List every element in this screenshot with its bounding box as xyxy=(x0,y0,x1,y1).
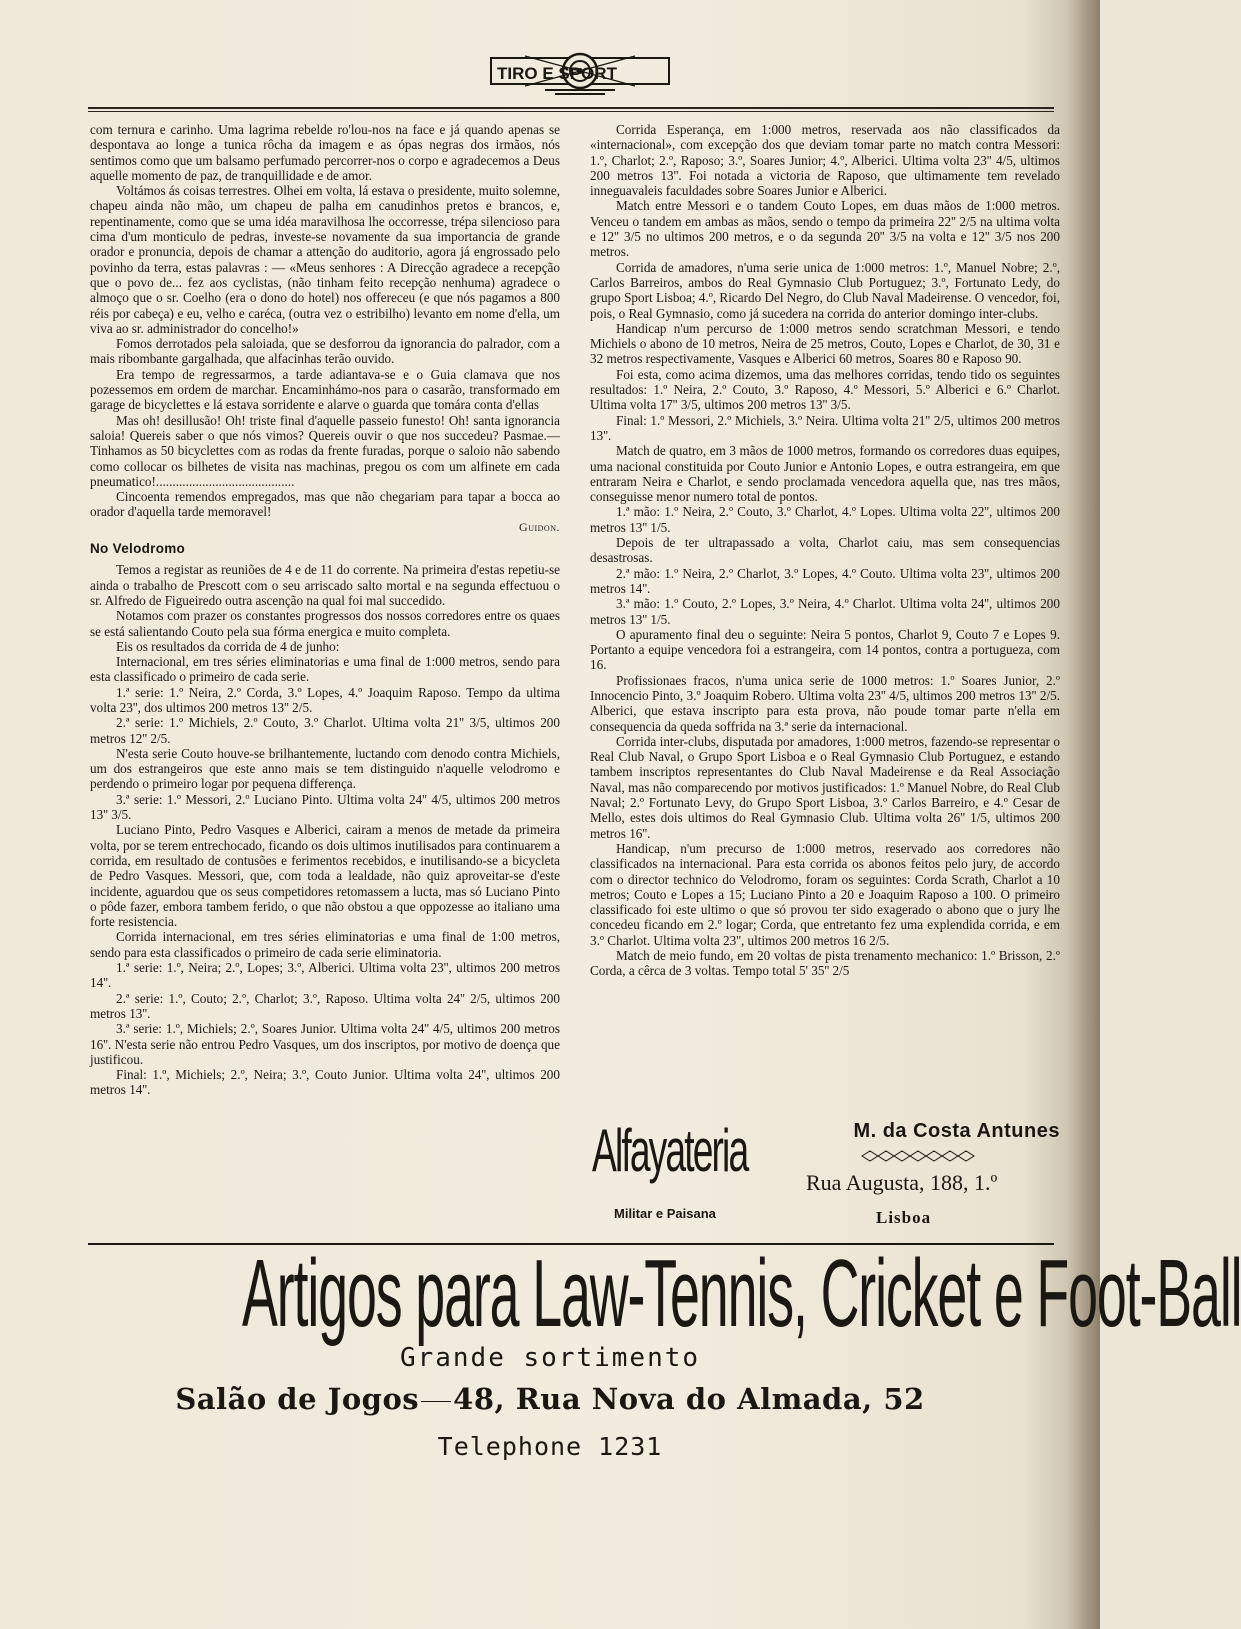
left-paragraph: Fomos derrotados pela saloiada, que se desforrou da ignorancia do palrador, com a mais ribombante gargalhada, que alfacinhas terão ouvido. xyxy=(90,336,560,367)
velodromo-paragraph: N'esta serie Couto houve-se brilhantemente, luctando com denodo contra Michiels, um dos estrangeiros que este anno mais se tem distinguido n'aquelle velodromo e perdendo o primeiro logar por pequena differença. xyxy=(90,745,560,792)
velodromo-paragraph: Luciano Pinto, Pedro Vasques e Alberici, cairam a menos de metade da primeira volta, por se terem entrechocado, ficando os dois ultimos inutilisados para continuarem a corrida, em resultado de contusões e ferimentos recebidos, e inutilisando-se a bicycleta de Pedro Vasques. Messori, que, com toda a lealdade, não quiz aproveitar-se d'este incidente, aguardou que os seus competidores retomassem a lucta, mas só Luciano Pinto o pôde fazer, embora tambem ferido, o que não obstou a que oppozesse ao italiano uma forte resistencia. xyxy=(90,822,560,930)
left-paragraph: Voltámos ás coisas terrestres. Olhei em volta, lá estava o presidente, muito solemne, chapeu ainda não mão, um chapeu de palha em canudinhos pretos e brancos, e, repentinamente, como que se uma idéa maravilhosa lhe occorresse, trépa silencioso para cima d'um monticulo de pedras, investe-se novamente da sua importancia de grande orador e pronuncia, depois de chamar a attenção do auditorio, agora já engrossado pelo povinho da terra, estas palavras : — «Meus senhores : A Direcção agradece a recepção que o povo de... fez aos cyclistas, (não tinham feito recepção nenhuma) agradece o almoço que o sr. Coelho (era o dono do hotel) nos offereceu (e que nós pagamos a 800 réis por cabeça) e eu, velho e caréca, (outra vez o estribilho) levanto em nome d'ella, um viva ao sr. administrador do concelho!» xyxy=(90,183,560,336)
left-paragraph: Era tempo de regressarmos, a tarde adiantava-se e o Guia clamava que nos pozessemos em ordem de marchar. Encaminhámo-nos para o casarão, transformado em garage de bicyclettes e lá estava sorridente e alarve o guarda que tomára conta d'ellas xyxy=(90,366,560,413)
sports-ad-place: Salão de Jogos xyxy=(175,1382,420,1416)
velodromo-paragraph: Notamos com prazer os constantes progressos dos nossos corredores entre os quaes se está salientando Couto pela sua fórma energica e muito completa. xyxy=(90,608,560,639)
velodromo-paragraph: 3.ª serie: 1.º Messori, 2.º Luciano Pinto. Ultima volta 24'' 4/5, ultimos 200 metros 13'' 3/5. xyxy=(90,791,560,823)
masthead-logo xyxy=(485,48,675,98)
left-column xyxy=(90,122,560,1098)
velodromo-paragraph: 1.ª serie: 1.º Neira, 2.º Corda, 3.º Lopes, 4.º Joaquim Raposo. Tempo da ultima volta 23'', dos ultimos 200 metros 13'' 2/5. xyxy=(90,684,560,715)
velodromo-paragraph: 3.ª serie: 1.º, Michiels; 2.º, Soares Junior. Ultima volta 24'' 4/5, ultimos 200 metros 16''. N'esta serie não entrou Pedro Vasques, um dos inscriptos, por motivo de doença que justificou. xyxy=(90,1021,560,1067)
right-paragraph: Corrida inter-clubs, disputada por amadores, 1:000 metros, fazendo-se representar o Real Club Naval, o Grupo Sport Lisboa e o Real Gymnasio Club Portuguez, e estando tambem inscriptos representantes do Club Naval Madeirense e da Real Associação Naval, mas não comparecendo por motivos justificados: 1.º Manuel Nobre, do Real Club Naval; 2.º Fortunato Levy, do Grupo Sport Lisboa, 3.º Carlos Barreiro, e 4.º Cesar de Mello, estes dois ultimos do Real Gymnasio Club. Ultima volta 26'' 1/5, ultimos 200 metros 16''. xyxy=(590,733,1060,841)
right-paragraph: 2.ª mão: 1.º Neira, 2.º Charlot, 3.º Lopes, 4.º Couto. Ultima volta 23'', ultimos 200 metros 14''. xyxy=(590,565,1060,596)
sports-ad-dash xyxy=(421,1401,451,1402)
right-paragraph: Match entre Messori e o tandem Couto Lopes, em duas mãos de 1:000 metros. Venceu o tandem em ambas as mãos, sendo o tempo da primeira 22'' 2/5 na ultima volta e 12'' 3/5 no ultimos 200 metros, e o da segunda 20'' 3/5 na volta e 12'' 3/5 nos 200 metros. xyxy=(590,198,1060,260)
masthead-emblem xyxy=(485,48,675,98)
left-paragraph: Mas oh! desillusão! Oh! triste final d'aquelle passeio funesto! Oh! santa ignorancia saloia! Quereis saber o que nós vimos? Quereis ouvir o que nos succedeu? Pasmae.—Tinhamos as 50 bicyclettes com as rodas da frente furadas, porque o saloio não sabendo como collocar os bilhetes de visita nas machinas, pregou os com um alfinete em cada pneumatico!.......................................... xyxy=(90,412,560,489)
velodromo-paragraph: Eis os resultados da corrida de 4 de junho: xyxy=(116,638,340,654)
tailor-advertisement xyxy=(588,1110,1064,1238)
right-column xyxy=(590,122,1060,979)
ad-ornament xyxy=(860,1150,980,1162)
velodromo-paragraph: 2.ª serie: 1.º Michiels, 2.º Couto, 3.º Charlot. Ultima volta 21'' 3/5, ultimos 200 metros 12'' 2/5. xyxy=(90,715,560,746)
sports-ad-telephone: Telephone 1231 xyxy=(437,1432,663,1461)
left-paragraph: com ternura e carinho. Uma lagrima rebelde ro'lou-nos na face e já quando apenas se despontava ao longe a tunica rôcha da imagem e as ópas negras dos irmãos, nós sentimos como que um balsamo perfumado percorrer-nos o corpo e agradecemos a Deus aquelle momento de paz, de tranquillidade e de amor. xyxy=(90,122,560,183)
velodromo-paragraph: 2.ª serie: 1.º, Couto; 2.º, Charlot; 3.º, Raposo. Ultima volta 24'' 2/5, ultimos 200 metros 13''. xyxy=(90,990,560,1021)
header-rule xyxy=(88,107,1054,109)
right-paragraph: 1.ª mão: 1.º Neira, 2.º Couto, 3.º Charlot, 4.º Lopes. Ultima volta 22'', ultimos 200 metros 13'' 1/5. xyxy=(590,504,1060,535)
right-paragraph: Foi esta, como acima dizemos, uma das melhores corridas, tendo tido os seguintes resultados: 1.º Neira, 2.º Couto, 3.º Raposo, 4.º Messori, 5.º Alberici e 6.º Charlot. Ultima volta 17'' 3/5, ultimos 200 metros 13'' 3/5. xyxy=(590,366,1060,413)
sports-ad-address-line xyxy=(0,1382,1100,1416)
right-paragraph: Handicap, n'um precurso de 1:000 metros, reservado aos corredores não classificados na internacional. Para esta corrida os abonos feitos pelo jury, de accordo com o director technico do Velodromo, foram os seguintes: Corda Scrath, Charlot a 10 metros; Couto e Lopes a 15; Luciano Pinto a 20 e Joaquim Raposo a 100. O primeiro classificado foi este ultimo o que só provou ter sido exagerado o abono que o jury lhe concedeu ficando em 2.º logar; Corda, que entretanto fez uma explendida corrida, e em 3.º Charlot. Ultima volta 23'', ultimos 200 metros 16 2/5. xyxy=(590,840,1060,948)
ad-address: Rua Augusta, 188, 1.º xyxy=(806,1170,998,1195)
section-title: No Velodromo xyxy=(90,541,186,557)
right-paragraph: Match de meio fundo, em 20 voltas de pista trenamento mechanico: 1.º Brisson, 2.º Corda, a cêrca de 3 voltas. Tempo total 5' 35'' 2/5 xyxy=(590,948,1060,979)
ad-city: Lisboa xyxy=(876,1208,932,1227)
masthead-logo-text: TIRO E SPORT xyxy=(497,64,617,83)
article-signature: Guidon. xyxy=(519,519,560,534)
ad-shop-subtitle: Militar e Paisana xyxy=(614,1206,716,1221)
sports-ad-address: 48, Rua Nova do Almada, 52 xyxy=(453,1382,925,1416)
right-paragraph: O apuramento final deu o seguinte: Neira 5 pontos, Charlot 9, Couto 7 e Lopes 9. Portanto a equipe vencedora foi a estrangeira, com 14 pontos, contra a portugueza, com 16. xyxy=(590,626,1060,673)
left-paragraph: Cincoenta remendos empregados, mas que não chegariam para tapar a bocca ao orador d'aquella tarde memoravel! xyxy=(90,489,560,520)
right-paragraph: Depois de ter ultrapassado a volta, Charlot caiu, mas sem consequencias desastrosas. xyxy=(590,535,1060,566)
velodromo-paragraph: Internacional, em tres séries eliminatorias e uma final de 1:000 metros, sendo para esta classificado o primeiro de cada serie. xyxy=(90,654,560,685)
right-paragraph: Final: 1.º Messori, 2.º Michiels, 3.º Neira. Ultima volta 21'' 2/5, ultimos 200 metros 13''. xyxy=(590,412,1060,443)
right-paragraph: Match de quatro, em 3 mãos de 1000 metros, formando os corredores duas equipes, uma nacional constituida por Couto Junior e Antonio Lopes, e outra estrangeira, em que entraram Neira e Charlot, e sendo proclamada vencedora aquella que, nas tres mãos, conseguisse menor numero total de pontos. xyxy=(590,443,1060,505)
velodromo-paragraph: 1.ª serie: 1.º, Neira; 2.º, Lopes; 3.º, Alberici. Ultima volta 23'', ultimos 200 metros 14''. xyxy=(90,960,560,991)
header-rule-thin xyxy=(88,111,1054,112)
sports-ad-subtitle: Grande sortimento xyxy=(399,1343,701,1373)
ad-owner-name: M. da Costa Antunes xyxy=(853,1120,1060,1142)
right-paragraph: 3.ª mão: 1.º Couto, 2.º Lopes, 3.º Neira, 4.º Charlot. Ultima volta 24'', ultimos 200 metros 13'' 1/5. xyxy=(590,596,1060,627)
right-paragraph: Profissionaes fracos, n'uma unica serie de 1000 metros: 1.º Soares Junior, 2.º Innocencio Pinto, 3.º Joaquim Robero. Ultima volta 23'' 4/5, ultimos 200 metros 13'' 2/5. Alberici, que estava inscripto para esta prova, não poude tomar parte n'ella em consequencia da queda soffrida na 3.ª serie da internacional. xyxy=(590,672,1060,734)
sports-ad-title: Artigos para Law-Tennis, Cricket e Foot-Ball xyxy=(242,1240,1241,1347)
velodromo-paragraph: Temos a registar as reuniões de 4 e de 11 do corrente. Na primeira d'estas repetiu-se ainda o trabalho de Prescott com o seu arriscado salto mortal e na segunda effectuou o sr. Alfredo de Figueiredo outra ascenção na qual foi mal succedido. xyxy=(90,562,560,608)
velodromo-paragraph: Corrida internacional, em tres séries eliminatorias e uma final de 1:00 metros, sendo para esta classificados o primeiro de cada serie eliminatoria. xyxy=(90,929,560,960)
velodromo-paragraph: Final: 1.º, Michiels; 2.º, Neira; 3.º, Couto Junior. Ultima volta 24'', ultimos 200 metros 14''. xyxy=(90,1067,560,1098)
ad-shop-name: Alfayateria xyxy=(592,1117,748,1184)
right-paragraph: Handicap n'um percurso de 1:000 metros sendo scratchman Messori, e tendo Michiels o abono de 10 metros, Neira de 25 metros, Couto, Lopes e Charlot, de 30, 31 e 32 metros respectivamente, Vasques e Alberici 60 metros, Soares 80 e Raposo 90. xyxy=(590,320,1060,367)
right-paragraph: Corrida de amadores, n'uma serie unica de 1:000 metros: 1.º, Manuel Nobre; 2.º, Carlos Barreiros, ambos do Real Gymnasio Club Portuguez; 3.º, Fortunato Ledy, do grupo Sport Lisboa; 4.º, Ricardo Del Negro, do Club Naval Madeirense. O vencedor, foi, pois, o Real Gymnasio, como já sucedera na corrida do anterior domingo inter-clubs. xyxy=(590,259,1060,321)
right-paragraph: Corrida Esperança, em 1:000 metros, reservada aos não classificados da «internacional», com excepção dos que deviam tomar parte no match contra Messori: 1.º, Charlot; 2.º, Raposo; 3.º, Soares Junior; 4.º, Alberici. Ultima volta 23'' 4/5, ultimos 200 metros 13''. Foi notada a victoria de Raposo, que ultimamente tem revelado inneguavaleis faculdades sobre Soares Junior e Alberici. xyxy=(590,122,1060,199)
